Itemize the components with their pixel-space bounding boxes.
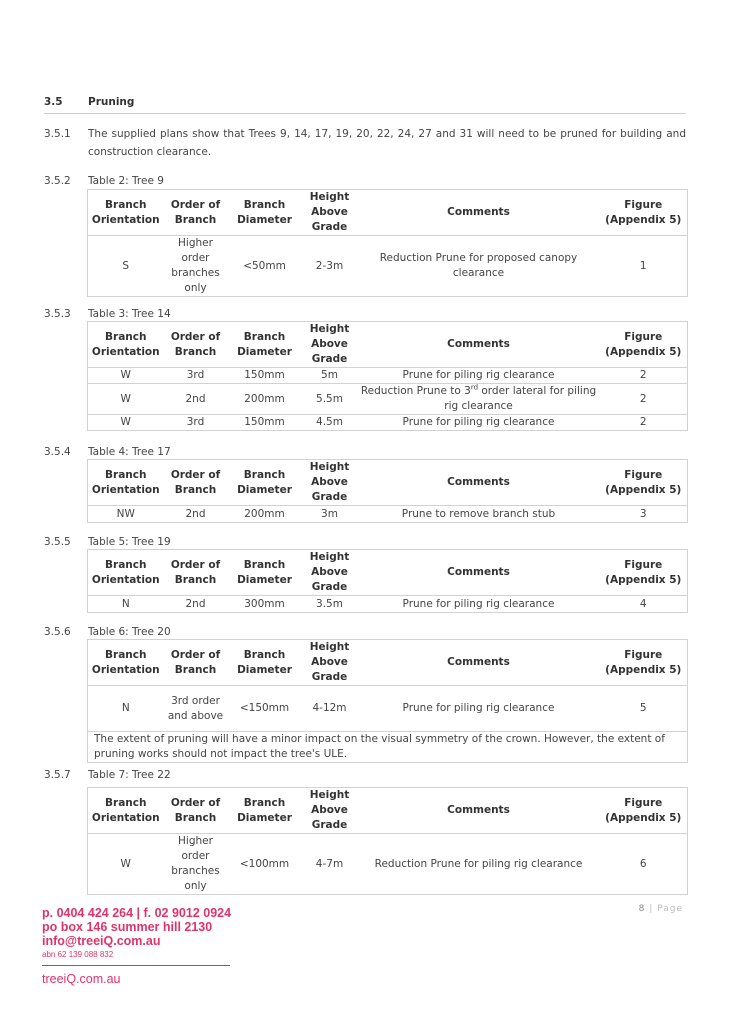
column-header: Order of Branch <box>164 322 228 368</box>
table-cell: 3 <box>600 506 688 523</box>
column-header: Branch Diameter <box>228 190 302 236</box>
table-row <box>88 834 688 895</box>
table-cell: N <box>88 596 164 613</box>
column-header: Comments <box>358 788 600 834</box>
column-header: Order of Branch <box>164 550 228 596</box>
table-cell: Higher order branches only <box>164 834 228 895</box>
table-cell: 4 <box>600 596 688 613</box>
table-cell: 2nd <box>164 506 228 523</box>
page-number: 8 | Page <box>638 904 683 914</box>
column-header: Comments <box>358 550 600 596</box>
table-cell: Higher order branches only <box>164 236 228 297</box>
pruning-table-tree-22 <box>87 787 688 895</box>
column-header: Branch Orientation <box>88 190 164 236</box>
table-cell: Prune for piling rig clearance <box>358 596 600 613</box>
table-row <box>88 686 688 732</box>
column-header: Branch Orientation <box>88 460 164 506</box>
table-caption: Table 5: Tree 19 <box>88 536 171 548</box>
column-header: Branch Orientation <box>88 788 164 834</box>
table-cell: 3rd order and above <box>164 686 228 732</box>
table-cell: Reduction Prune to 3rd order lateral for piling rig clearance <box>358 384 600 415</box>
table-header-row <box>88 190 688 236</box>
table-cell: Prune for piling rig clearance <box>358 368 600 384</box>
table-header-row <box>88 640 688 686</box>
table-cell: 4-7m <box>302 834 358 895</box>
column-header: Figure (Appendix 5) <box>600 788 688 834</box>
paragraph-number: 3.5.3 <box>44 308 71 320</box>
table-cell: <100mm <box>228 834 302 895</box>
table-cell: W <box>88 415 164 431</box>
table-cell: W <box>88 384 164 415</box>
table-cell: Prune for piling rig clearance <box>358 415 600 431</box>
table-note: The extent of pruning will have a minor impact on the visual symmetry of the crown. However, the extent of pruning works should not impact the tree's ULE. <box>88 732 688 763</box>
column-header: Branch Orientation <box>88 322 164 368</box>
table-cell: 2nd <box>164 384 228 415</box>
table-header-row <box>88 788 688 834</box>
column-header: Order of Branch <box>164 788 228 834</box>
table-header-row <box>88 550 688 596</box>
column-header: Comments <box>358 640 600 686</box>
table-cell: 5.5m <box>302 384 358 415</box>
table-cell: 5 <box>600 686 688 732</box>
paragraph-number: 3.5.5 <box>44 536 71 548</box>
pruning-table-tree-19 <box>87 549 688 613</box>
table-cell: 2 <box>600 368 688 384</box>
table-header-row <box>88 322 688 368</box>
column-header: Figure (Appendix 5) <box>600 550 688 596</box>
column-header: Branch Diameter <box>228 460 302 506</box>
footer-rule <box>42 965 230 966</box>
column-header: Branch Diameter <box>228 322 302 368</box>
table-row <box>88 236 688 297</box>
footer-phone: p. 0404 424 264 | f. 02 9012 0924 <box>42 906 232 920</box>
paragraph-number: 3.5.2 <box>44 175 71 187</box>
paragraph-number: 3.5.6 <box>44 626 71 638</box>
table-row <box>88 368 688 384</box>
table-cell: NW <box>88 506 164 523</box>
section-rule <box>44 113 686 114</box>
column-header: Order of Branch <box>164 190 228 236</box>
table-cell: 5m <box>302 368 358 384</box>
column-header: Height Above Grade <box>302 640 358 686</box>
table-row <box>88 506 688 523</box>
paragraph-number: 3.5.4 <box>44 446 71 458</box>
column-header: Order of Branch <box>164 460 228 506</box>
column-header: Figure (Appendix 5) <box>600 640 688 686</box>
column-header: Branch Orientation <box>88 550 164 596</box>
footer-website[interactable]: treeiQ.com.au <box>42 972 121 986</box>
column-header: Branch Orientation <box>88 640 164 686</box>
table-cell: Prune for piling rig clearance <box>358 686 600 732</box>
column-header: Figure (Appendix 5) <box>600 322 688 368</box>
column-header: Comments <box>358 460 600 506</box>
table-caption: Table 6: Tree 20 <box>88 626 171 638</box>
pruning-table-tree-14 <box>87 321 688 431</box>
column-header: Height Above Grade <box>302 788 358 834</box>
table-caption: Table 2: Tree 9 <box>88 175 164 187</box>
column-header: Branch Diameter <box>228 788 302 834</box>
footer-abn: abn 62 139 088 832 <box>42 950 114 959</box>
table-cell: 150mm <box>228 368 302 384</box>
paragraph-number: 3.5.7 <box>44 769 71 781</box>
column-header: Height Above Grade <box>302 322 358 368</box>
column-header: Figure (Appendix 5) <box>600 190 688 236</box>
pruning-table-tree-20 <box>87 639 688 763</box>
table-row <box>88 384 688 415</box>
table-cell: <50mm <box>228 236 302 297</box>
table-cell: 200mm <box>228 384 302 415</box>
table-cell: N <box>88 686 164 732</box>
table-cell: 2 <box>600 384 688 415</box>
table-cell: 1 <box>600 236 688 297</box>
footer-address: po box 146 summer hill 2130 <box>42 920 213 934</box>
column-header: Comments <box>358 322 600 368</box>
table-cell: 6 <box>600 834 688 895</box>
table-cell: S <box>88 236 164 297</box>
table-cell: W <box>88 834 164 895</box>
table-caption: Table 3: Tree 14 <box>88 308 171 320</box>
table-cell: 4.5m <box>302 415 358 431</box>
table-cell: 4-12m <box>302 686 358 732</box>
paragraph-number: 3.5.1 <box>44 128 71 140</box>
table-cell: 300mm <box>228 596 302 613</box>
footer-email[interactable]: info@treeiQ.com.au <box>42 934 161 948</box>
pruning-table-tree-9 <box>87 189 688 297</box>
table-cell: 3m <box>302 506 358 523</box>
table-cell: 3rd <box>164 368 228 384</box>
table-cell: W <box>88 368 164 384</box>
table-row <box>88 596 688 613</box>
table-cell: 3rd <box>164 415 228 431</box>
table-cell: 2-3m <box>302 236 358 297</box>
table-caption: Table 4: Tree 17 <box>88 446 171 458</box>
table-cell: 200mm <box>228 506 302 523</box>
column-header: Order of Branch <box>164 640 228 686</box>
column-header: Figure (Appendix 5) <box>600 460 688 506</box>
column-header: Height Above Grade <box>302 190 358 236</box>
column-header: Height Above Grade <box>302 460 358 506</box>
column-header: Branch Diameter <box>228 640 302 686</box>
table-cell: 2nd <box>164 596 228 613</box>
table-cell: Reduction Prune for proposed canopy clearance <box>358 236 600 297</box>
table-note-row <box>88 732 688 763</box>
table-cell: 150mm <box>228 415 302 431</box>
section-number: 3.5 <box>44 96 63 108</box>
table-cell: <150mm <box>228 686 302 732</box>
column-header: Branch Diameter <box>228 550 302 596</box>
table-header-row <box>88 460 688 506</box>
table-cell: 2 <box>600 415 688 431</box>
table-cell: Prune to remove branch stub <box>358 506 600 523</box>
table-cell: 3.5m <box>302 596 358 613</box>
paragraph-text: The supplied plans show that Trees 9, 14, 17, 19, 20, 22, 24, 27 and 31 will need to be pruned for building and construction clearance. <box>88 128 686 158</box>
table-row <box>88 415 688 431</box>
section-title: Pruning <box>88 96 135 108</box>
column-header: Height Above Grade <box>302 550 358 596</box>
table-cell: Reduction Prune for piling rig clearance <box>358 834 600 895</box>
pruning-table-tree-17 <box>87 459 688 523</box>
column-header: Comments <box>358 190 600 236</box>
table-caption: Table 7: Tree 22 <box>88 769 171 781</box>
